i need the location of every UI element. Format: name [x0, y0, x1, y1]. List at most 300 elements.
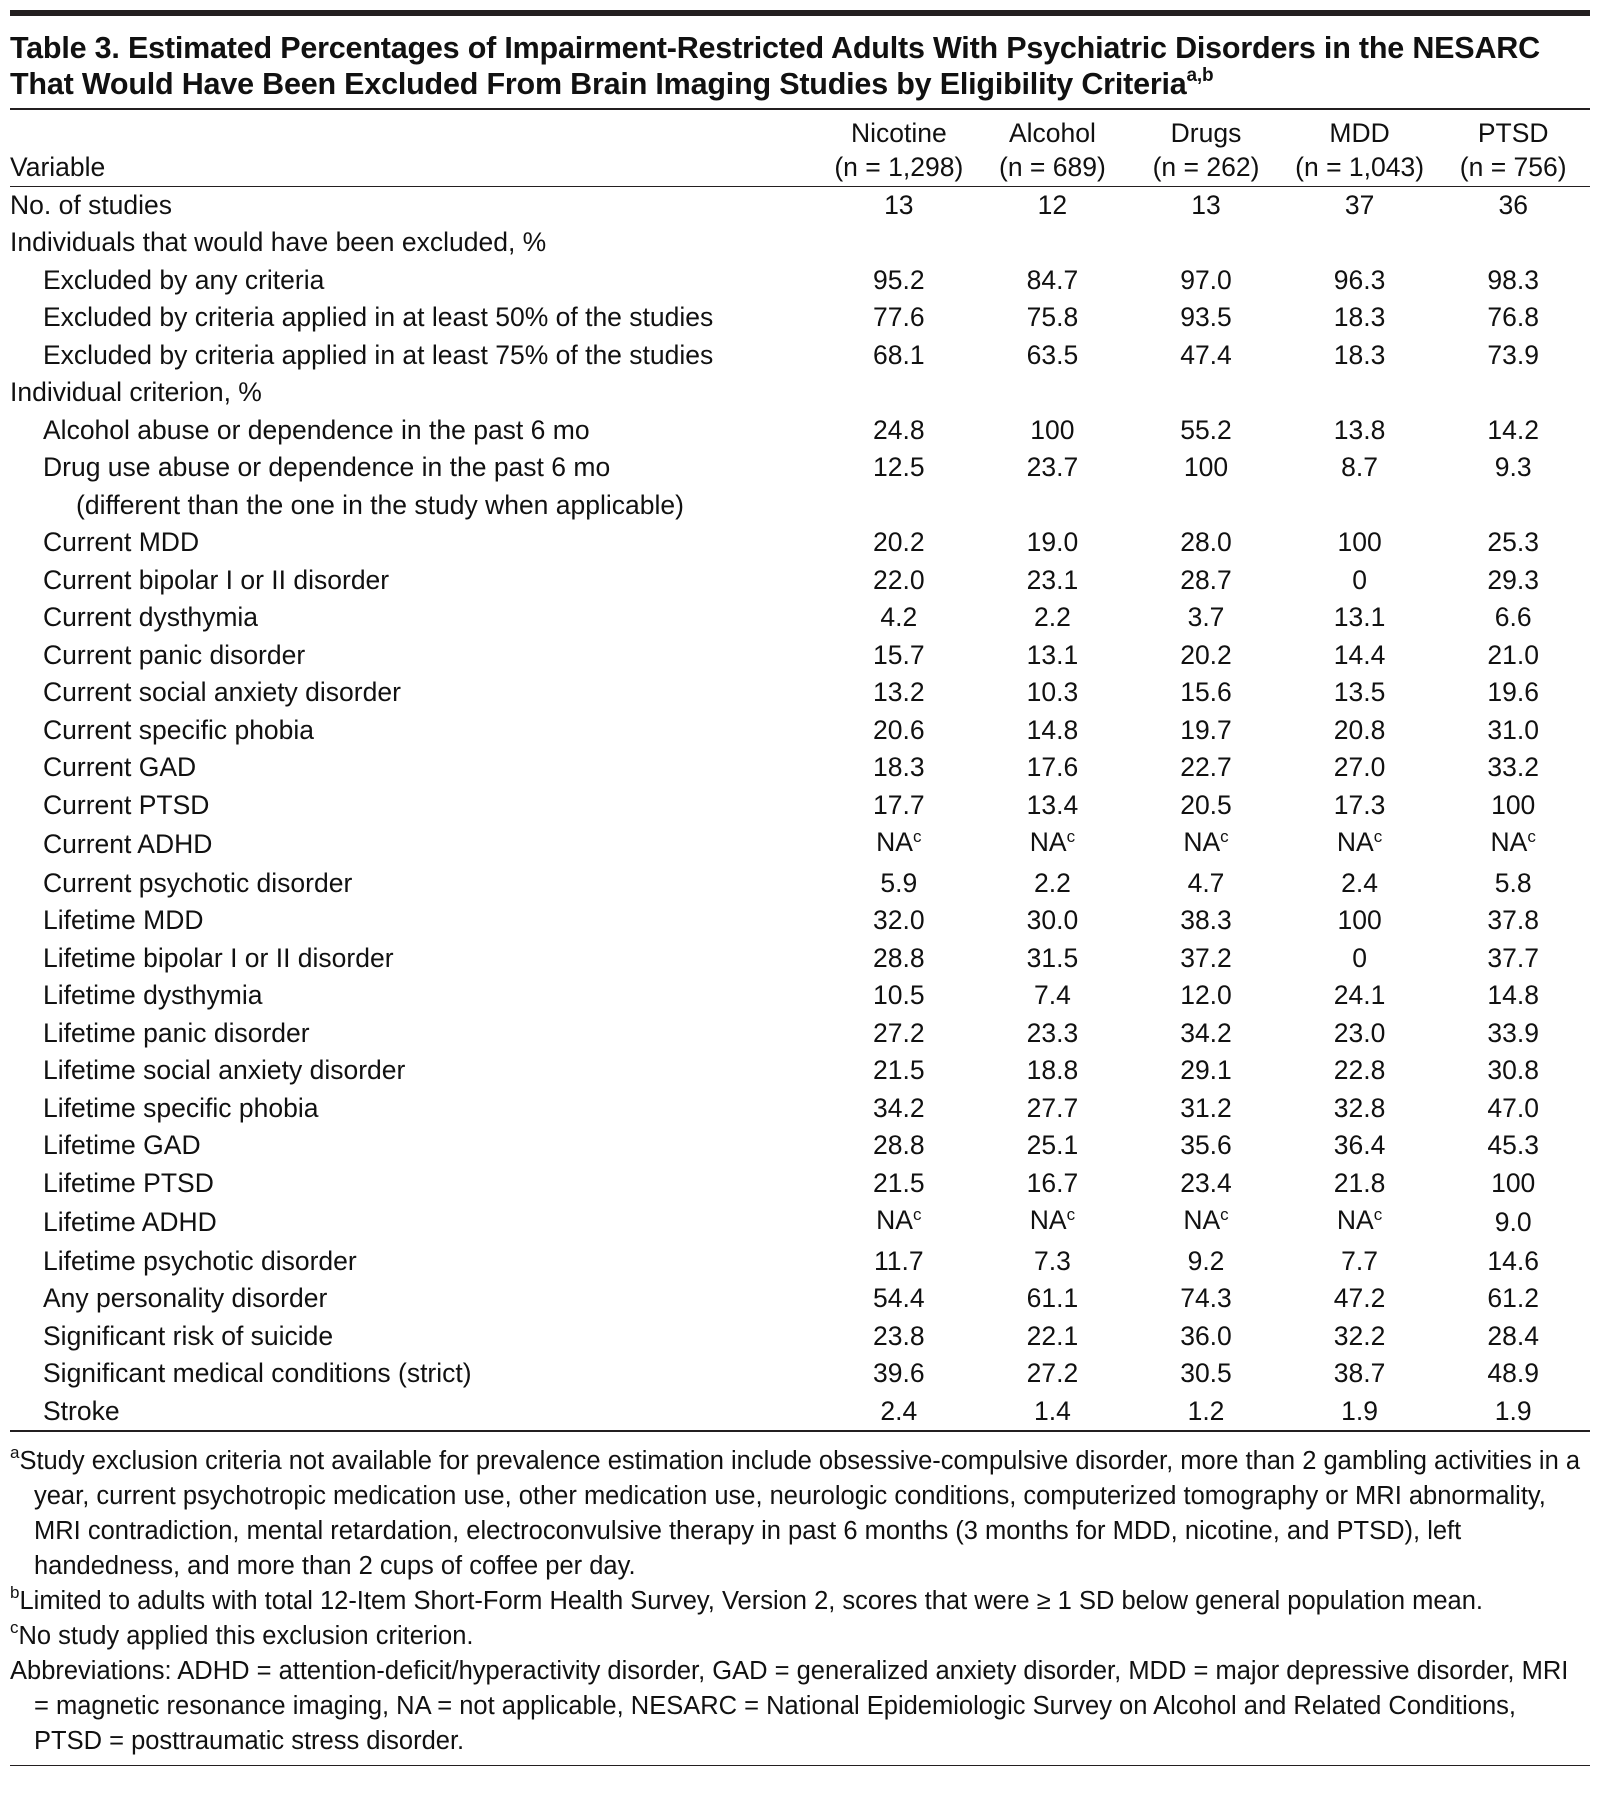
cell-value: [822, 337, 976, 375]
table-row-continuation: [10, 487, 1590, 525]
row-label: Current MDD: [43, 527, 200, 557]
cell-text: 5.9: [880, 867, 918, 898]
cell-value: [1129, 412, 1283, 450]
cell-value: [1283, 562, 1437, 600]
cell-text: 21.8: [1333, 1167, 1386, 1198]
cell-text: 13: [884, 189, 914, 220]
cell-value: [1129, 1165, 1283, 1203]
cell-value: [1283, 1165, 1437, 1203]
cell-value: [822, 449, 976, 487]
footnote-text: Abbreviations: ADHD = attention-deficit/hyperactivity disorder, GAD = generalized anxiety disorder, MDD = major depressive disorder, MRI = magnetic resonance imaging, NA = not applicable, NESARC = National Epidemiologic Survey on Alcohol and Related Conditions, PTSD = posttraumatic stress disorder.: [10, 1656, 1569, 1755]
cell-value: [976, 1052, 1130, 1090]
cell-value: [1283, 637, 1437, 675]
cell-value: [822, 412, 976, 450]
cell-value: [1283, 449, 1437, 487]
header-mdd: [1283, 110, 1437, 187]
cell-text: 7.4: [1033, 980, 1071, 1010]
cell-value: [1129, 337, 1283, 375]
cell-value: [976, 337, 1130, 375]
table-row: [10, 824, 1590, 865]
row-label: Lifetime dysthymia: [43, 980, 263, 1010]
cell-text: 28.8: [873, 1130, 925, 1160]
cell-value: [1129, 1393, 1283, 1431]
cell-value: [1283, 1052, 1437, 1090]
cell-text: 4.7: [1187, 867, 1225, 898]
table-row: [10, 902, 1590, 940]
cell-text: 20.8: [1333, 714, 1386, 745]
cell-value: [822, 1243, 976, 1281]
cell-value: [1283, 674, 1437, 712]
cell-text: 47.0: [1487, 1092, 1539, 1123]
cell-text: 100: [1491, 789, 1536, 820]
table-row: [10, 524, 1590, 562]
table-row: [10, 977, 1590, 1015]
cell-value: [1283, 1202, 1437, 1243]
cell-value: [822, 1318, 976, 1356]
cell-text: 100: [1337, 905, 1382, 935]
row-label: Lifetime social anxiety disorder: [43, 1055, 406, 1085]
cell-text: 14.2: [1487, 414, 1539, 445]
cell-text: 23.1: [1026, 564, 1079, 595]
cell-text: 2.2: [1033, 602, 1071, 632]
cell-value: [1129, 787, 1283, 825]
cell-value: [1436, 224, 1590, 262]
cell-text: 54.4: [873, 1283, 925, 1313]
footnote-mark: a: [10, 1443, 20, 1462]
cell-text: 1.2: [1187, 1395, 1225, 1426]
cell-text: 95.2: [873, 264, 925, 295]
cell-text: 9.0: [1494, 1206, 1532, 1237]
cell-value: [822, 299, 976, 337]
cell-text: 84.7: [1026, 264, 1079, 295]
cell-text: 13.2: [873, 677, 925, 707]
cell-value: [1129, 1355, 1283, 1393]
cell-text: 39.6: [873, 1358, 925, 1388]
cell-value: [1436, 186, 1590, 224]
cell-value: [1283, 524, 1437, 562]
cell-value: [1436, 1052, 1590, 1090]
table-row: [10, 562, 1590, 600]
empty-cell: [976, 487, 1130, 525]
row-label: Current social anxiety disorder: [43, 677, 401, 707]
row-label: Stroke: [43, 1395, 120, 1426]
cell-text: 8.7: [1341, 452, 1379, 482]
cell-text: 31.2: [1180, 1092, 1232, 1123]
cell-text: 10.5: [873, 980, 925, 1010]
cell-text: NA: [1336, 827, 1374, 857]
header-col-name: Drugs: [1170, 117, 1242, 148]
cell-value: [1436, 524, 1590, 562]
row-label: Current panic disorder: [43, 639, 306, 670]
cell-value: [976, 1280, 1130, 1318]
cell-text: 19.7: [1180, 714, 1232, 745]
cell-value: [976, 1355, 1130, 1393]
cell-text: 2.4: [880, 1395, 918, 1426]
cell-value: [1129, 1052, 1283, 1090]
cell-text: 63.5: [1026, 339, 1079, 370]
cell-value: [822, 562, 976, 600]
cell-value: [976, 824, 1130, 865]
empty-cell: [822, 487, 976, 525]
cell-value: [1283, 977, 1437, 1015]
row-label: Lifetime ADHD: [43, 1206, 217, 1237]
cell-text: 23.8: [873, 1320, 925, 1351]
cell-value: [1436, 412, 1590, 450]
empty-cell: [1129, 487, 1283, 525]
cell-value: [822, 374, 976, 412]
cell-text: 13.5: [1333, 677, 1386, 707]
cell-value: [976, 186, 1130, 224]
cell-value: [1129, 374, 1283, 412]
cell-text: 32.0: [873, 905, 925, 935]
cell-value: [1129, 977, 1283, 1015]
cell-text: 28.7: [1180, 564, 1232, 595]
row-label: Lifetime MDD: [43, 905, 204, 935]
cell-text: 28.0: [1180, 527, 1232, 557]
table-row: [10, 1355, 1590, 1393]
table-row: [10, 599, 1590, 637]
cell-text: 96.3: [1333, 264, 1386, 295]
row-label: Current GAD: [43, 752, 197, 782]
cell-text: 13.4: [1026, 789, 1079, 820]
footnote-text: No study applied this exclusion criterion.: [18, 1621, 474, 1650]
cell-value: [822, 1165, 976, 1203]
cell-value: [822, 902, 976, 940]
cell-text: 21.5: [873, 1055, 925, 1085]
cell-text: 100: [1030, 414, 1075, 445]
cell-text: 22.8: [1333, 1055, 1386, 1085]
cell-text: 37.8: [1487, 905, 1539, 935]
cell-text: 3.7: [1187, 602, 1225, 632]
row-label: Lifetime psychotic disorder: [43, 1245, 357, 1276]
cell-text: NA: [1183, 827, 1221, 857]
cell-value: [1129, 1015, 1283, 1053]
cell-value: [1283, 224, 1437, 262]
row-label: Excluded by criteria applied in at least 50% of the studies: [43, 302, 714, 332]
cell-value: [976, 412, 1130, 450]
cell-text: 28.4: [1487, 1320, 1539, 1351]
cell-text: 12.0: [1180, 980, 1232, 1010]
cell-value: [1436, 1355, 1590, 1393]
empty-cell: [1283, 487, 1437, 525]
cell-value: [1129, 1243, 1283, 1281]
cell-value: [1129, 865, 1283, 903]
table-row: [10, 1280, 1590, 1318]
cell-value: [1129, 186, 1283, 224]
cell-value: [1283, 824, 1437, 865]
cell-text: 23.7: [1026, 452, 1079, 482]
cell-value: [976, 637, 1130, 675]
cell-text: 27.2: [873, 1017, 925, 1048]
cell-text: 24.8: [873, 414, 925, 445]
row-label: Lifetime GAD: [43, 1130, 201, 1160]
cell-value: [822, 865, 976, 903]
cell-text: 18.3: [873, 752, 925, 782]
cell-value: [976, 712, 1130, 750]
cell-text: 23.3: [1026, 1017, 1079, 1048]
cell-text: 34.2: [1180, 1017, 1232, 1048]
row-label: Current specific phobia: [43, 714, 315, 745]
cell-text: 33.9: [1487, 1017, 1539, 1048]
cell-text: 98.3: [1487, 264, 1539, 295]
cell-text: 27.0: [1333, 752, 1386, 782]
cell-value: [976, 787, 1130, 825]
cell-text: 14.8: [1487, 980, 1539, 1010]
cell-value: [1283, 337, 1437, 375]
cell-text: 1.4: [1033, 1395, 1071, 1426]
header-nicotine: [822, 110, 976, 187]
cell-value: [1436, 749, 1590, 787]
footnote: [10, 1654, 1590, 1759]
cell-text: 29.3: [1487, 564, 1539, 595]
cell-value: [976, 1318, 1130, 1356]
cell-text: 2.4: [1341, 867, 1379, 898]
cell-value: [1436, 449, 1590, 487]
cell-text: 16.7: [1026, 1167, 1079, 1198]
table-row: [10, 449, 1590, 487]
header-col-n: (n = 689): [999, 151, 1106, 182]
cell-text: 76.8: [1487, 302, 1539, 332]
table-row: [10, 374, 1590, 412]
row-label: Significant risk of suicide: [43, 1320, 334, 1351]
cell-value: [1283, 749, 1437, 787]
cell-value: [1129, 1127, 1283, 1165]
cell-value: [822, 1355, 976, 1393]
table-title-text: Table 3. Estimated Percentages of Impairment-Restricted Adults With Psychiatric Disorders in the NESARC That Would Have Been Excluded From Brain Imaging Studies by Eligibility Criteria: [10, 31, 1540, 101]
cell-footnote-mark: c: [1066, 1205, 1076, 1224]
cell-value: [1436, 1280, 1590, 1318]
row-label: Individuals that would have been excluded, %: [10, 227, 547, 257]
cell-value: [1129, 712, 1283, 750]
cell-footnote-mark: c: [1373, 827, 1383, 846]
table-row: [10, 637, 1590, 675]
cell-footnote-mark: c: [1220, 1205, 1229, 1224]
footnotes-bottom-rule: [10, 1765, 1590, 1767]
row-label: Excluded by any criteria: [43, 264, 325, 295]
cell-text: 93.5: [1180, 302, 1232, 332]
table-header: [10, 110, 1590, 187]
row-label-continuation: (different than the one in the study when applicable): [76, 489, 684, 520]
row-label: Excluded by criteria applied in at least 75% of the studies: [43, 339, 714, 370]
cell-text: 77.6: [873, 302, 925, 332]
cell-value: [1283, 1127, 1437, 1165]
cell-text: 31.5: [1026, 942, 1079, 973]
header-drugs: [1129, 110, 1283, 187]
cell-value: [1436, 865, 1590, 903]
cell-text: 37.7: [1487, 942, 1539, 973]
cell-text: NA: [876, 1205, 913, 1235]
table-row: [10, 1393, 1590, 1431]
cell-value: [822, 824, 976, 865]
cell-text: 2.2: [1033, 867, 1071, 898]
cell-text: 23.4: [1180, 1167, 1232, 1198]
cell-text: 9.2: [1187, 1245, 1225, 1276]
header-row: [10, 110, 1590, 187]
cell-footnote-mark: c: [1373, 1205, 1383, 1224]
row-label: Lifetime bipolar I or II disorder: [43, 942, 394, 973]
cell-value: [1436, 1015, 1590, 1053]
cell-text: 34.2: [873, 1092, 925, 1123]
cell-value: [976, 902, 1130, 940]
cell-text: NA: [876, 827, 913, 857]
cell-text: 33.2: [1487, 752, 1539, 782]
cell-text: 14.4: [1333, 639, 1386, 670]
cell-text: 6.6: [1494, 602, 1532, 632]
cell-text: 32.8: [1333, 1092, 1386, 1123]
cell-value: [976, 1090, 1130, 1128]
cell-text: 27.2: [1026, 1358, 1079, 1388]
cell-text: 97.0: [1180, 264, 1232, 295]
header-col-n: (n = 756): [1459, 151, 1567, 182]
cell-value: [1129, 824, 1283, 865]
cell-text: 22.1: [1026, 1320, 1079, 1351]
header-col-name: PTSD: [1477, 117, 1549, 148]
cell-value: [1436, 374, 1590, 412]
cell-value: [976, 524, 1130, 562]
table-row: [10, 1090, 1590, 1128]
row-label: Lifetime panic disorder: [43, 1017, 310, 1048]
cell-value: [976, 562, 1130, 600]
cell-text: 73.9: [1487, 339, 1539, 370]
cell-value: [1436, 1393, 1590, 1431]
cell-text: 30.0: [1026, 905, 1079, 935]
cell-text: 17.3: [1333, 789, 1386, 820]
cell-text: 30.5: [1180, 1358, 1232, 1388]
cell-value: [1283, 1393, 1437, 1431]
cell-text: 29.1: [1180, 1055, 1232, 1085]
cell-text: 68.1: [873, 339, 925, 370]
cell-value: [1283, 262, 1437, 300]
cell-text: 75.8: [1026, 302, 1079, 332]
cell-text: 13.1: [1333, 602, 1386, 632]
cell-text: 11.7: [874, 1245, 924, 1276]
cell-text: 100: [1491, 1167, 1536, 1198]
cell-value: [1436, 599, 1590, 637]
cell-text: 36: [1498, 189, 1528, 220]
cell-text: 20.2: [1180, 639, 1232, 670]
header-col-n: (n = 262): [1152, 151, 1260, 182]
empty-cell: [1436, 487, 1590, 525]
table-body: [10, 186, 1590, 1430]
cell-text: 100: [1183, 452, 1229, 482]
cell-value: [1129, 224, 1283, 262]
cell-text: 14.8: [1026, 714, 1079, 745]
cell-value: [822, 1202, 976, 1243]
table-row: [10, 1318, 1590, 1356]
table-row: [10, 412, 1590, 450]
cell-text: NA: [1029, 1205, 1067, 1235]
cell-value: [1436, 1243, 1590, 1281]
cell-value: [822, 599, 976, 637]
cell-text: 47.2: [1333, 1283, 1386, 1313]
cell-value: [1283, 599, 1437, 637]
table-row: [10, 865, 1590, 903]
footnote-mark: c: [10, 1618, 19, 1637]
cell-value: [1129, 637, 1283, 675]
cell-text: 19.0: [1026, 527, 1079, 557]
cell-text: 9.3: [1494, 452, 1532, 482]
cell-value: [976, 1127, 1130, 1165]
cell-value: [1283, 787, 1437, 825]
cell-text: 22.0: [873, 564, 925, 595]
table-row: [10, 787, 1590, 825]
cell-text: 12: [1037, 189, 1068, 220]
cell-text: 18.3: [1333, 339, 1386, 370]
footnote: [10, 1444, 1590, 1584]
footnote-text: Limited to adults with total 12-Item Short-Form Health Survey, Version 2, scores that were ≥ 1 SD below general population mean.: [19, 1586, 1483, 1615]
data-table: [10, 110, 1590, 1431]
cell-text: 13.1: [1026, 639, 1079, 670]
cell-text: 25.3: [1487, 527, 1539, 557]
cell-value: [1129, 1280, 1283, 1318]
table-figure: [10, 10, 1590, 1766]
title-footnote-marks: a,b: [1186, 64, 1214, 86]
cell-value: [822, 637, 976, 675]
cell-text: 25.1: [1026, 1130, 1079, 1160]
cell-value: [1129, 1202, 1283, 1243]
cell-value: [822, 262, 976, 300]
row-label: Significant medical conditions (strict): [43, 1358, 472, 1388]
cell-value: [976, 1393, 1130, 1431]
cell-value: [976, 1015, 1130, 1053]
cell-footnote-mark: c: [912, 827, 922, 846]
table-row: [10, 940, 1590, 978]
cell-text: 28.8: [873, 942, 925, 973]
row-label: Any personality disorder: [43, 1283, 328, 1313]
cell-value: [976, 1165, 1130, 1203]
cell-value: [1283, 374, 1437, 412]
cell-text: 36.4: [1333, 1130, 1386, 1160]
cell-value: [1129, 599, 1283, 637]
header-col-name: MDD: [1329, 117, 1390, 148]
cell-value: [822, 940, 976, 978]
cell-text: 4.2: [880, 602, 918, 632]
cell-text: 37: [1344, 189, 1375, 220]
cell-footnote-mark: c: [912, 1205, 922, 1224]
row-label: Lifetime PTSD: [43, 1167, 214, 1198]
cell-value: [1129, 524, 1283, 562]
cell-value: [1436, 1127, 1590, 1165]
cell-value: [1129, 1318, 1283, 1356]
cell-text: 36.0: [1180, 1320, 1232, 1351]
header-col-n: (n = 1,298): [834, 151, 964, 182]
cell-value: [1436, 1090, 1590, 1128]
cell-value: [1129, 674, 1283, 712]
cell-value: [1436, 712, 1590, 750]
cell-value: [822, 1280, 976, 1318]
cell-value: [1436, 824, 1590, 865]
table-row: [10, 1015, 1590, 1053]
cell-value: [1129, 1090, 1283, 1128]
row-label: Lifetime specific phobia: [43, 1092, 319, 1123]
cell-value: [1129, 299, 1283, 337]
header-col-n: (n = 1,043): [1295, 151, 1425, 182]
cell-value: [822, 1090, 976, 1128]
footnote: [10, 1584, 1590, 1619]
cell-value: [976, 674, 1130, 712]
cell-text: 15.6: [1180, 677, 1232, 707]
cell-footnote-mark: c: [1066, 827, 1076, 846]
cell-value: [1436, 637, 1590, 675]
footnote-text: Study exclusion criteria not available for prevalence estimation include obsessive-compulsive disorder, more than 2 gambling activities in a year, current psychotropic medication use, other medication use, neurologic conditions, computerized tomography or MRI abnormality, MRI contradiction, mental retardation, electroconvulsive therapy in past 6 months (3 months for MDD, nicotine, and PTSD), left handedness, and more than 2 cups of coffee per day.: [19, 1446, 1581, 1580]
table-row: [10, 712, 1590, 750]
cell-value: [1283, 1280, 1437, 1318]
cell-value: [1436, 1165, 1590, 1203]
cell-value: [976, 749, 1130, 787]
cell-value: [1283, 412, 1437, 450]
table-row: [10, 1243, 1590, 1281]
header-col-name: Nicotine: [850, 117, 947, 148]
